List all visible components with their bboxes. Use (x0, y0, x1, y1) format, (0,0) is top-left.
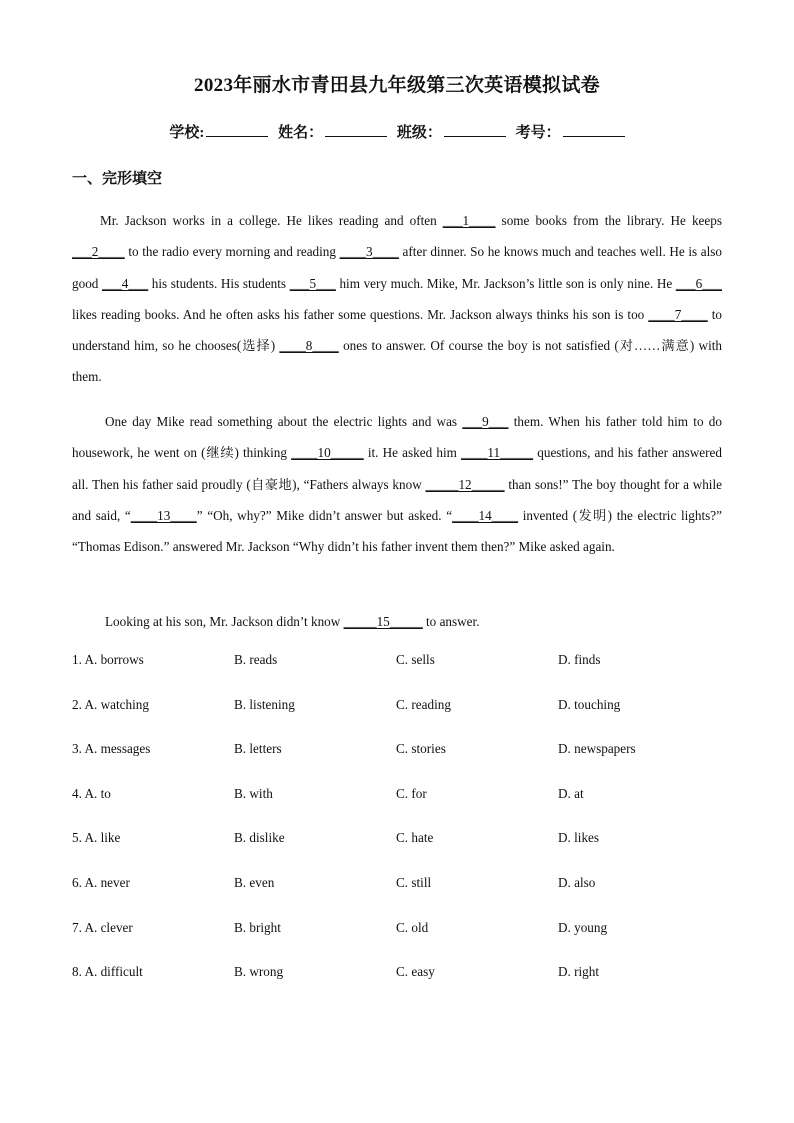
blank-15: _____15_____ (343, 614, 423, 629)
option-a[interactable]: 7. A. clever (72, 919, 133, 935)
question-row-1 (72, 652, 732, 697)
passage-text: than sons!” The boy thought for a while and said, “ (72, 476, 722, 523)
blank-9: ___9___ (462, 414, 509, 429)
option-c[interactable]: C. old (396, 919, 429, 935)
blank-13: ____13____ (130, 507, 197, 523)
exam-number-field (516, 121, 625, 142)
passage-text: invented (发明) the electric lights?” “Thomas Edison.” answered Mr. Jackson “Why didn’t his father invent them then?” Mike asked again. (72, 507, 722, 555)
passage-text: his students. His students (148, 275, 290, 291)
question-row-5 (72, 830, 732, 875)
student-info-row (0, 121, 794, 142)
blank-5: ___5___ (289, 275, 336, 291)
blank-10: ____10_____ (291, 445, 364, 461)
blank-1: ___1____ (442, 213, 496, 228)
option-b[interactable]: B. dislike (234, 830, 285, 846)
passage-paragraph-3 (72, 606, 722, 637)
passage-text: to the radio every morning and reading (124, 244, 340, 260)
class-blank[interactable] (444, 135, 506, 137)
school-blank[interactable] (206, 135, 268, 137)
option-c[interactable]: C. sells (396, 652, 435, 667)
passage-text: them. When his father told him to do housework, he went on (继续) thinking (72, 414, 722, 461)
option-d[interactable]: D. at (558, 785, 584, 801)
option-a[interactable]: 1. A. borrows (72, 652, 144, 667)
question-row-3 (72, 741, 732, 786)
passage-paragraph-2 (72, 406, 722, 562)
option-a[interactable]: 5. A. like (72, 830, 121, 846)
class-field (397, 121, 506, 142)
option-b[interactable]: B. bright (234, 919, 281, 935)
option-d[interactable]: D. newspapers (558, 741, 636, 757)
exam-number-blank[interactable] (563, 135, 625, 137)
option-b[interactable]: B. even (234, 874, 275, 890)
passage-text: likes reading books. And he often asks his father some questions. Mr. Jackson always thinks his son is too (72, 306, 649, 322)
exam-number-label: 考号： (515, 125, 561, 141)
blank-8: ____8____ (279, 338, 339, 354)
blank-4: ___4___ (102, 275, 149, 291)
option-d[interactable]: D. young (558, 919, 608, 935)
name-label: 姓名： (278, 125, 324, 141)
option-c[interactable]: C. stories (396, 741, 446, 757)
option-d[interactable]: D. likes (558, 830, 600, 846)
passage-text: One day Mike read something about the electric lights and was (105, 414, 463, 429)
question-row-4 (72, 786, 732, 831)
section-heading: 一、完形填空 (72, 171, 163, 187)
blank-2: ___2____ (72, 244, 125, 260)
name-field (278, 121, 387, 142)
option-c[interactable]: C. still (396, 874, 432, 890)
option-c[interactable]: C. reading (396, 696, 451, 712)
answer-options (72, 652, 732, 1009)
passage-text: ” “Oh, why?” Mike didn’t answer but asked. “ (196, 507, 453, 523)
blank-12: _____12_____ (425, 476, 505, 492)
option-c[interactable]: C. for (396, 785, 427, 801)
option-d[interactable]: D. finds (558, 652, 601, 667)
option-b[interactable]: B. with (234, 785, 273, 801)
option-b[interactable]: B. wrong (234, 964, 284, 980)
option-b[interactable]: B. letters (234, 741, 282, 757)
blank-6: ___6___ (675, 275, 722, 291)
passage-text: to understand him, so he chooses(选择) (72, 306, 722, 354)
option-d[interactable]: D. right (558, 964, 600, 980)
passage-text: after dinner. So he knows much and teaches well. He is also good (72, 244, 722, 291)
class-label: 班级： (396, 125, 442, 141)
question-row-6 (72, 875, 732, 920)
question-row-8 (72, 964, 732, 1009)
blank-7: ____7____ (648, 306, 708, 322)
option-d[interactable]: D. touching (558, 696, 621, 712)
passage-text: Mr. Jackson works in a college. He likes reading and often (100, 213, 443, 228)
option-d[interactable]: D. also (558, 874, 596, 890)
option-a[interactable]: 2. A. watching (72, 696, 149, 712)
blank-3: ____3____ (339, 244, 399, 260)
passage-text: ones to answer. Of course the boy is not satisfied (对……满意) with them. (72, 338, 722, 385)
passage-text: it. He asked him (363, 445, 462, 461)
option-c[interactable]: C. hate (396, 830, 434, 846)
passage-text: him very much. Mike, Mr. Jackson’s little son is only nine. He (335, 275, 676, 291)
passage-text: Looking at his son, Mr. Jackson didn’t know (105, 614, 344, 629)
option-a[interactable]: 8. A. difficult (72, 964, 143, 980)
question-row-7 (72, 920, 732, 965)
page-title: 2023年丽水市青田县九年级第三次英语模拟试卷 (194, 75, 600, 96)
option-b[interactable]: B. reads (234, 652, 278, 667)
option-a[interactable]: 3. A. messages (72, 741, 151, 757)
school-label: 学校: (169, 125, 205, 141)
blank-11: ____11_____ (461, 445, 534, 461)
question-row-2 (72, 697, 732, 742)
school-field (169, 121, 268, 142)
option-c[interactable]: C. easy (396, 964, 435, 980)
option-b[interactable]: B. listening (234, 696, 295, 712)
passage-text: questions, and his father answered all. Then his father said proudly (自豪地), “Fathers always know (72, 445, 723, 492)
passage-text: to answer. (422, 614, 480, 629)
option-a[interactable]: 6. A. never (72, 874, 130, 890)
passage-text: some books from the library. He keeps (495, 213, 722, 228)
passage-paragraph-1 (72, 205, 722, 393)
blank-14: ____14____ (452, 507, 519, 523)
name-blank[interactable] (325, 135, 387, 137)
option-a[interactable]: 4. A. to (72, 785, 111, 801)
